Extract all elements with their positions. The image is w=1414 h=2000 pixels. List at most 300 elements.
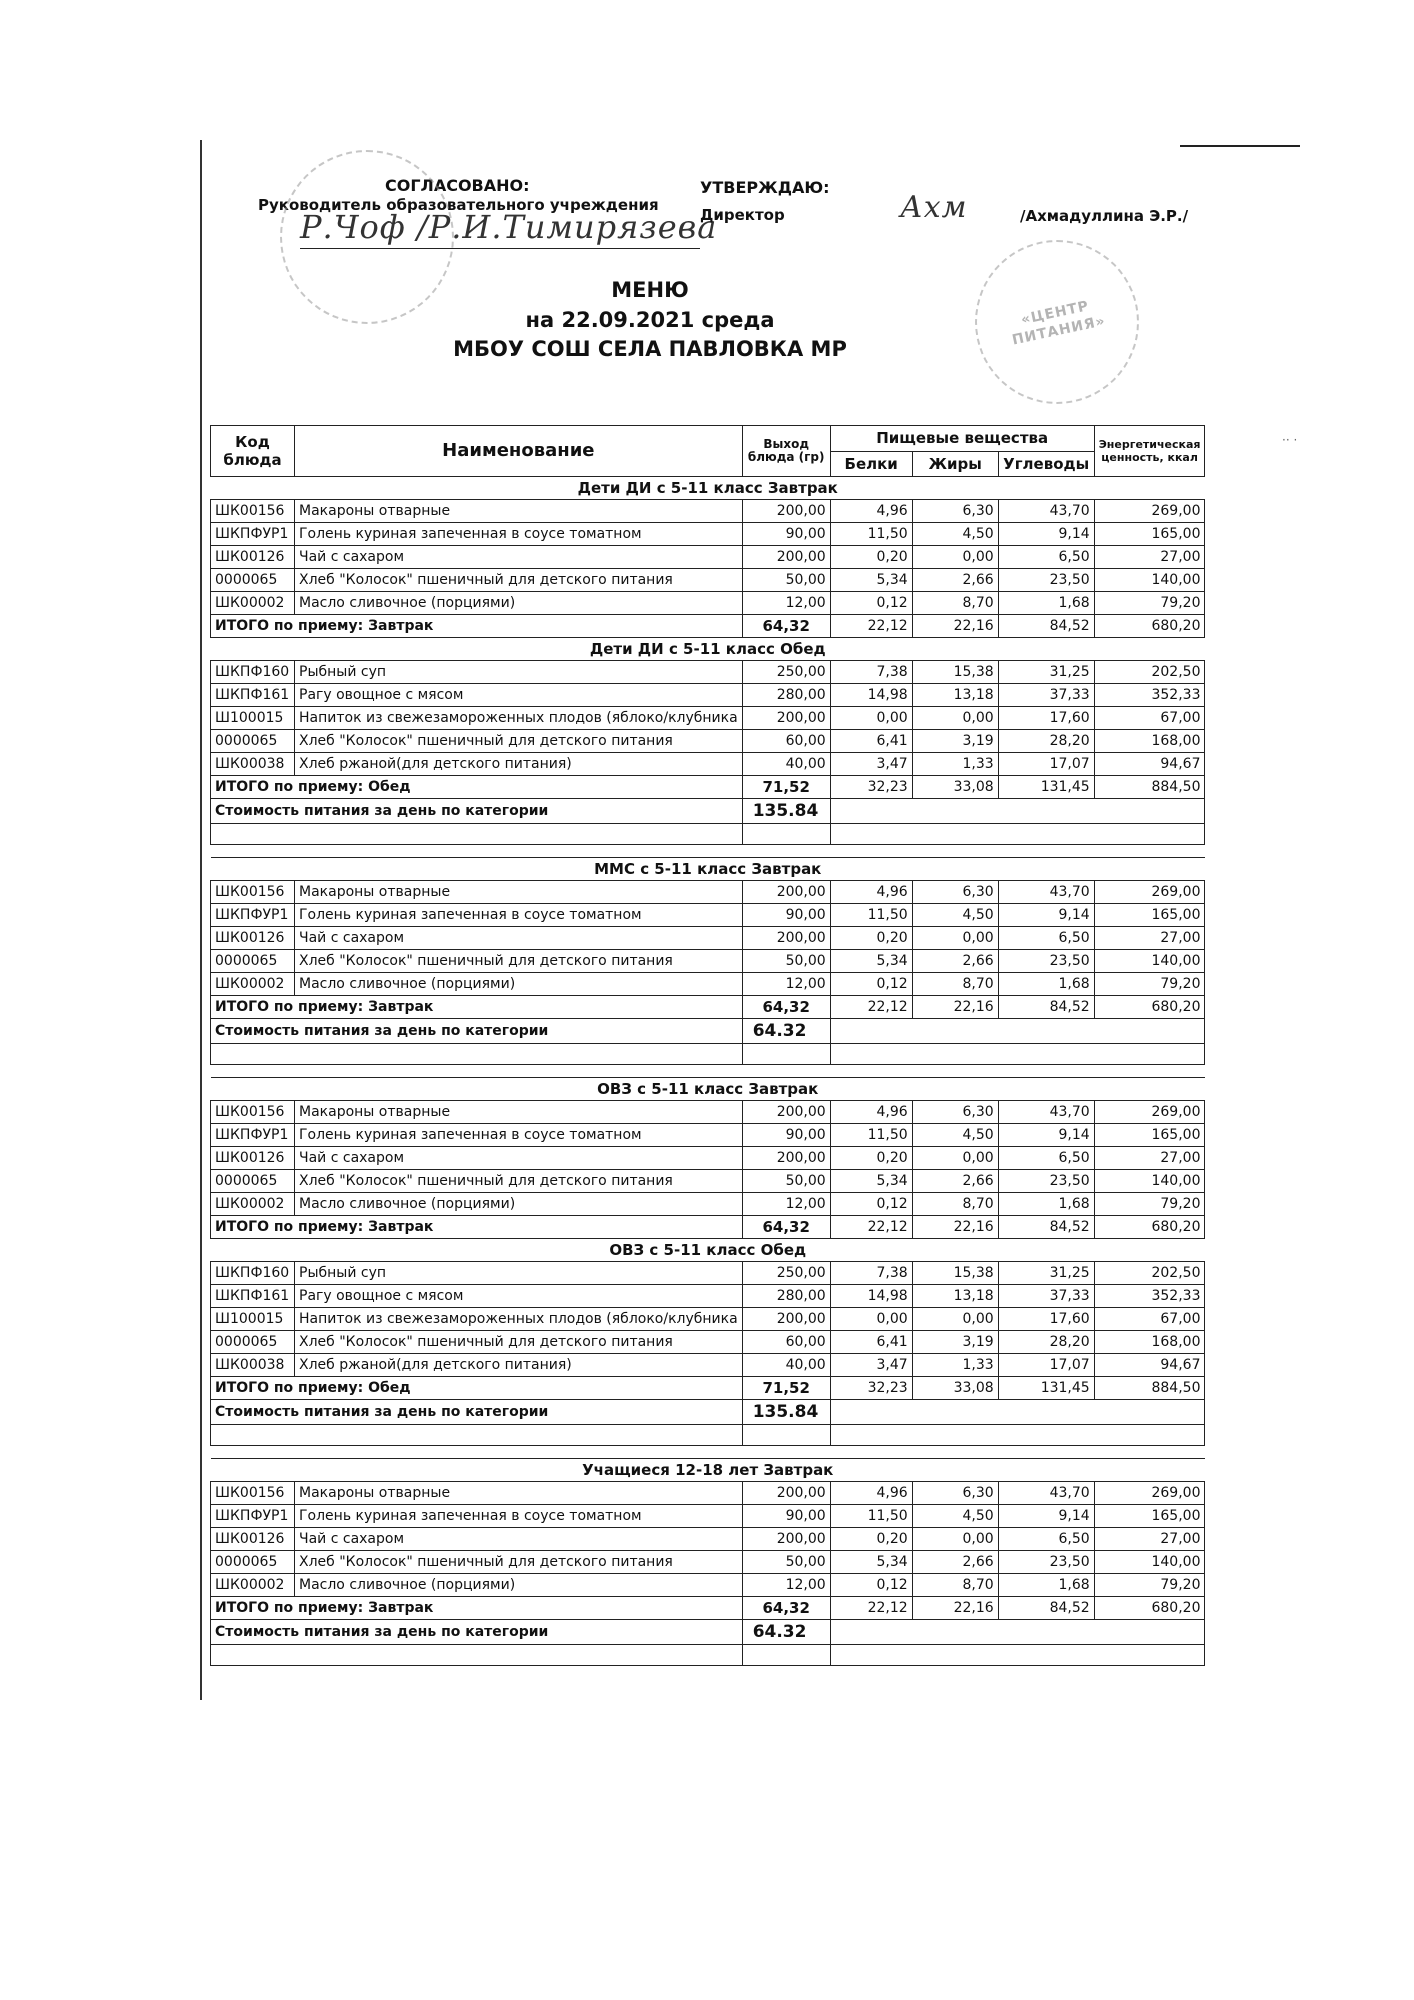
energy-cell: 269,00 bbox=[1094, 881, 1205, 904]
proteins-cell: 14,98 bbox=[830, 684, 912, 707]
name-cell: Чай с сахаром bbox=[295, 1528, 743, 1551]
energy-cell: 352,33 bbox=[1094, 684, 1205, 707]
cost-value: 64.32 bbox=[742, 1019, 830, 1044]
carbs-cell: 37,33 bbox=[998, 1285, 1094, 1308]
blank-row bbox=[211, 1044, 1205, 1065]
table-row bbox=[211, 1331, 1205, 1354]
total-yield: 64,32 bbox=[742, 1216, 830, 1239]
table-row bbox=[211, 500, 1205, 523]
energy-cell: 140,00 bbox=[1094, 569, 1205, 592]
code-cell: ШК00156 bbox=[211, 500, 295, 523]
name-cell: Масло сливочное (порциями) bbox=[295, 592, 743, 615]
total-proteins: 22,12 bbox=[830, 996, 912, 1019]
table-row bbox=[211, 904, 1205, 927]
code-cell: ШК00156 bbox=[211, 1482, 295, 1505]
code-cell: ШК00038 bbox=[211, 1354, 295, 1377]
table-row bbox=[211, 1124, 1205, 1147]
agreed-label: СОГЛАСОВАНО: bbox=[385, 176, 530, 195]
total-yield: 64,32 bbox=[742, 615, 830, 638]
blank-cell bbox=[830, 1645, 1205, 1666]
fats-cell: 6,30 bbox=[912, 1101, 998, 1124]
menu-date: на 22.09.2021 среда bbox=[525, 308, 775, 332]
name-cell: Хлеб "Колосок" пшеничный для детского питания bbox=[295, 1170, 743, 1193]
section-title-row bbox=[211, 1459, 1205, 1482]
blank-row bbox=[211, 1645, 1205, 1666]
section-title-row bbox=[211, 477, 1205, 500]
name-cell: Макароны отварные bbox=[295, 881, 743, 904]
header-carbs: Углеводы bbox=[998, 451, 1094, 477]
yield-cell: 200,00 bbox=[742, 927, 830, 950]
name-cell: Рагу овощное с мясом bbox=[295, 1285, 743, 1308]
carbs-cell: 6,50 bbox=[998, 1528, 1094, 1551]
total-energy: 884,50 bbox=[1094, 776, 1205, 799]
yield-cell: 50,00 bbox=[742, 1551, 830, 1574]
stamp-text: «ЦЕНТР ПИТАНИЯ» bbox=[1010, 298, 1108, 349]
header-fats: Жиры bbox=[912, 451, 998, 477]
table-row bbox=[211, 1285, 1205, 1308]
blank-cell bbox=[211, 1044, 743, 1065]
proteins-cell: 5,34 bbox=[830, 950, 912, 973]
total-carbs: 84,52 bbox=[998, 1216, 1094, 1239]
total-row bbox=[211, 996, 1205, 1019]
yield-cell: 12,00 bbox=[742, 1193, 830, 1216]
proteins-cell: 0,20 bbox=[830, 546, 912, 569]
code-cell: ШК00002 bbox=[211, 973, 295, 996]
code-cell: 0000065 bbox=[211, 950, 295, 973]
fats-cell: 6,30 bbox=[912, 500, 998, 523]
approve-label: УТВЕРЖДАЮ: bbox=[700, 178, 830, 197]
name-cell: Хлеб "Колосок" пшеничный для детского питания bbox=[295, 569, 743, 592]
name-cell: Хлеб "Колосок" пшеничный для детского питания bbox=[295, 1551, 743, 1574]
name-cell: Рагу овощное с мясом bbox=[295, 684, 743, 707]
carbs-cell: 23,50 bbox=[998, 950, 1094, 973]
cost-row bbox=[211, 1019, 1205, 1044]
energy-cell: 94,67 bbox=[1094, 1354, 1205, 1377]
carbs-cell: 43,70 bbox=[998, 1482, 1094, 1505]
name-cell: Масло сливочное (порциями) bbox=[295, 1574, 743, 1597]
cost-label: Стоимость питания за день по категории bbox=[211, 1019, 743, 1044]
name-cell: Хлеб ржаной(для детского питания) bbox=[295, 1354, 743, 1377]
cost-label: Стоимость питания за день по категории bbox=[211, 799, 743, 824]
yield-cell: 90,00 bbox=[742, 904, 830, 927]
proteins-cell: 3,47 bbox=[830, 1354, 912, 1377]
code-cell: ШК00002 bbox=[211, 1193, 295, 1216]
cost-empty-cell bbox=[830, 1019, 1205, 1044]
section-gap bbox=[211, 845, 1205, 858]
name-cell: Рыбный суп bbox=[295, 1262, 743, 1285]
total-row bbox=[211, 776, 1205, 799]
energy-cell: 269,00 bbox=[1094, 1101, 1205, 1124]
section-title-row bbox=[211, 1078, 1205, 1101]
yield-cell: 200,00 bbox=[742, 1308, 830, 1331]
proteins-cell: 4,96 bbox=[830, 881, 912, 904]
table-row bbox=[211, 684, 1205, 707]
gap-cell bbox=[211, 1065, 1205, 1078]
code-cell: ШКПФУР1 bbox=[211, 1124, 295, 1147]
section-title: ОВЗ с 5-11 класс Обед bbox=[211, 1239, 1205, 1262]
yield-cell: 200,00 bbox=[742, 1482, 830, 1505]
fats-cell: 4,50 bbox=[912, 1505, 998, 1528]
name-cell: Напиток из свежезамороженных плодов (яблоко/клубника bbox=[295, 707, 743, 730]
cost-empty-cell bbox=[830, 799, 1205, 824]
gap-cell bbox=[211, 1446, 1205, 1459]
table-row bbox=[211, 592, 1205, 615]
blank-cell bbox=[830, 1425, 1205, 1446]
name-cell: Макароны отварные bbox=[295, 1101, 743, 1124]
yield-cell: 60,00 bbox=[742, 1331, 830, 1354]
fats-cell: 8,70 bbox=[912, 1193, 998, 1216]
total-fats: 33,08 bbox=[912, 776, 998, 799]
school-name: МБОУ СОШ СЕЛА ПАВЛОВКА МР bbox=[453, 337, 847, 361]
code-cell: ШКПФ160 bbox=[211, 1262, 295, 1285]
cost-label: Стоимость питания за день по категории bbox=[211, 1400, 743, 1425]
cost-value: 135.84 bbox=[742, 799, 830, 824]
proteins-cell: 0,12 bbox=[830, 1574, 912, 1597]
total-row bbox=[211, 615, 1205, 638]
director-signature: Ахм bbox=[900, 190, 968, 225]
fats-cell: 0,00 bbox=[912, 546, 998, 569]
yield-cell: 200,00 bbox=[742, 881, 830, 904]
fats-cell: 4,50 bbox=[912, 523, 998, 546]
name-cell: Чай с сахаром bbox=[295, 546, 743, 569]
table-row bbox=[211, 1147, 1205, 1170]
table-row bbox=[211, 1170, 1205, 1193]
code-cell: 0000065 bbox=[211, 569, 295, 592]
code-cell: 0000065 bbox=[211, 1331, 295, 1354]
name-cell: Макароны отварные bbox=[295, 500, 743, 523]
proteins-cell: 11,50 bbox=[830, 904, 912, 927]
yield-cell: 200,00 bbox=[742, 546, 830, 569]
page-edge-line bbox=[200, 140, 202, 1700]
proteins-cell: 0,20 bbox=[830, 1147, 912, 1170]
gap-cell bbox=[211, 845, 1205, 858]
yield-cell: 90,00 bbox=[742, 1124, 830, 1147]
top-rule bbox=[1180, 145, 1300, 147]
yield-cell: 250,00 bbox=[742, 1262, 830, 1285]
fats-cell: 6,30 bbox=[912, 1482, 998, 1505]
carbs-cell: 9,14 bbox=[998, 523, 1094, 546]
name-cell: Чай с сахаром bbox=[295, 1147, 743, 1170]
fats-cell: 8,70 bbox=[912, 592, 998, 615]
carbs-cell: 17,07 bbox=[998, 753, 1094, 776]
fats-cell: 3,19 bbox=[912, 1331, 998, 1354]
total-carbs: 84,52 bbox=[998, 996, 1094, 1019]
energy-cell: 168,00 bbox=[1094, 1331, 1205, 1354]
carbs-cell: 28,20 bbox=[998, 1331, 1094, 1354]
table-row bbox=[211, 569, 1205, 592]
header-energy: Энергетическая ценность, ккал bbox=[1094, 426, 1205, 477]
carbs-cell: 28,20 bbox=[998, 730, 1094, 753]
carbs-cell: 1,68 bbox=[998, 1574, 1094, 1597]
name-cell: Хлеб ржаной(для детского питания) bbox=[295, 753, 743, 776]
total-fats: 22,16 bbox=[912, 996, 998, 1019]
section-title: Дети ДИ с 5-11 класс Завтрак bbox=[211, 477, 1205, 500]
total-label: ИТОГО по приему: Завтрак bbox=[211, 1216, 743, 1239]
total-energy: 680,20 bbox=[1094, 1216, 1205, 1239]
yield-cell: 200,00 bbox=[742, 707, 830, 730]
energy-cell: 140,00 bbox=[1094, 950, 1205, 973]
table-row bbox=[211, 927, 1205, 950]
total-carbs: 131,45 bbox=[998, 1377, 1094, 1400]
yield-cell: 90,00 bbox=[742, 523, 830, 546]
total-carbs: 84,52 bbox=[998, 1597, 1094, 1620]
energy-cell: 202,50 bbox=[1094, 1262, 1205, 1285]
yield-cell: 200,00 bbox=[742, 1528, 830, 1551]
section-title-row bbox=[211, 1239, 1205, 1262]
total-yield: 71,52 bbox=[742, 1377, 830, 1400]
carbs-cell: 6,50 bbox=[998, 1147, 1094, 1170]
code-cell: Ш100015 bbox=[211, 707, 295, 730]
proteins-cell: 5,34 bbox=[830, 569, 912, 592]
energy-cell: 79,20 bbox=[1094, 973, 1205, 996]
carbs-cell: 43,70 bbox=[998, 1101, 1094, 1124]
proteins-cell: 0,20 bbox=[830, 927, 912, 950]
fats-cell: 2,66 bbox=[912, 569, 998, 592]
proteins-cell: 7,38 bbox=[830, 661, 912, 684]
total-energy: 884,50 bbox=[1094, 1377, 1205, 1400]
fats-cell: 2,66 bbox=[912, 950, 998, 973]
proteins-cell: 6,41 bbox=[830, 1331, 912, 1354]
code-cell: ШК00002 bbox=[211, 1574, 295, 1597]
energy-cell: 269,00 bbox=[1094, 500, 1205, 523]
table-row bbox=[211, 1262, 1205, 1285]
table-row bbox=[211, 950, 1205, 973]
blank-cell bbox=[830, 824, 1205, 845]
proteins-cell: 6,41 bbox=[830, 730, 912, 753]
blank-row bbox=[211, 1425, 1205, 1446]
name-cell: Масло сливочное (порциями) bbox=[295, 1193, 743, 1216]
fats-cell: 0,00 bbox=[912, 1147, 998, 1170]
table-row bbox=[211, 753, 1205, 776]
fats-cell: 6,30 bbox=[912, 881, 998, 904]
yield-cell: 40,00 bbox=[742, 753, 830, 776]
fats-cell: 0,00 bbox=[912, 927, 998, 950]
carbs-cell: 17,07 bbox=[998, 1354, 1094, 1377]
proteins-cell: 7,38 bbox=[830, 1262, 912, 1285]
table-header bbox=[211, 426, 1205, 477]
proteins-cell: 0,20 bbox=[830, 1528, 912, 1551]
energy-cell: 165,00 bbox=[1094, 904, 1205, 927]
proteins-cell: 5,34 bbox=[830, 1170, 912, 1193]
energy-cell: 27,00 bbox=[1094, 546, 1205, 569]
carbs-cell: 31,25 bbox=[998, 661, 1094, 684]
yield-cell: 50,00 bbox=[742, 1170, 830, 1193]
carbs-cell: 9,14 bbox=[998, 904, 1094, 927]
energy-cell: 140,00 bbox=[1094, 1551, 1205, 1574]
agreed-signature: Р.Чоф /Р.И.Тимирязева bbox=[300, 208, 718, 246]
blank-row bbox=[211, 824, 1205, 845]
carbs-cell: 23,50 bbox=[998, 569, 1094, 592]
code-cell: ШКПФ161 bbox=[211, 684, 295, 707]
carbs-cell: 37,33 bbox=[998, 684, 1094, 707]
cost-label: Стоимость питания за день по категории bbox=[211, 1620, 743, 1645]
yield-cell: 12,00 bbox=[742, 973, 830, 996]
fats-cell: 8,70 bbox=[912, 973, 998, 996]
cost-empty-cell bbox=[830, 1620, 1205, 1645]
total-row bbox=[211, 1597, 1205, 1620]
total-row bbox=[211, 1377, 1205, 1400]
code-cell: ШКПФУР1 bbox=[211, 904, 295, 927]
carbs-cell: 23,50 bbox=[998, 1551, 1094, 1574]
header-proteins: Белки bbox=[830, 451, 912, 477]
total-label: ИТОГО по приему: Обед bbox=[211, 776, 743, 799]
energy-cell: 79,20 bbox=[1094, 1193, 1205, 1216]
energy-cell: 27,00 bbox=[1094, 927, 1205, 950]
table-body bbox=[211, 477, 1205, 1679]
name-cell: Чай с сахаром bbox=[295, 927, 743, 950]
energy-cell: 67,00 bbox=[1094, 707, 1205, 730]
yield-cell: 40,00 bbox=[742, 1354, 830, 1377]
proteins-cell: 11,50 bbox=[830, 523, 912, 546]
carbs-cell: 1,68 bbox=[998, 973, 1094, 996]
fats-cell: 2,66 bbox=[912, 1551, 998, 1574]
fats-cell: 0,00 bbox=[912, 1528, 998, 1551]
energy-cell: 27,00 bbox=[1094, 1147, 1205, 1170]
table-row bbox=[211, 1308, 1205, 1331]
menu-title: МЕНЮ bbox=[611, 278, 689, 302]
proteins-cell: 0,12 bbox=[830, 973, 912, 996]
total-yield: 64,32 bbox=[742, 1597, 830, 1620]
margin-mark: ·· · bbox=[1282, 433, 1298, 447]
total-fats: 22,16 bbox=[912, 615, 998, 638]
proteins-cell: 0,12 bbox=[830, 592, 912, 615]
director-name: /Ахмадуллина Э.Р./ bbox=[1020, 207, 1189, 225]
section-gap bbox=[211, 1065, 1205, 1078]
name-cell: Напиток из свежезамороженных плодов (яблоко/клубника bbox=[295, 1308, 743, 1331]
section-title-row bbox=[211, 858, 1205, 881]
yield-cell: 12,00 bbox=[742, 1574, 830, 1597]
yield-cell: 250,00 bbox=[742, 661, 830, 684]
energy-cell: 79,20 bbox=[1094, 1574, 1205, 1597]
energy-cell: 27,00 bbox=[1094, 1528, 1205, 1551]
section-gap bbox=[211, 1666, 1205, 1679]
name-cell: Хлеб "Колосок" пшеничный для детского питания bbox=[295, 730, 743, 753]
gap-cell bbox=[211, 1666, 1205, 1679]
total-label: ИТОГО по приему: Обед bbox=[211, 1377, 743, 1400]
fats-cell: 2,66 bbox=[912, 1170, 998, 1193]
energy-cell: 168,00 bbox=[1094, 730, 1205, 753]
carbs-cell: 31,25 bbox=[998, 1262, 1094, 1285]
code-cell: ШК00126 bbox=[211, 927, 295, 950]
energy-cell: 67,00 bbox=[1094, 1308, 1205, 1331]
total-yield: 64,32 bbox=[742, 996, 830, 1019]
blank-cell bbox=[742, 1425, 830, 1446]
carbs-cell: 1,68 bbox=[998, 592, 1094, 615]
table-row bbox=[211, 1101, 1205, 1124]
code-cell: 0000065 bbox=[211, 1551, 295, 1574]
carbs-cell: 6,50 bbox=[998, 546, 1094, 569]
code-cell: Ш100015 bbox=[211, 1308, 295, 1331]
header-code: Код блюда bbox=[211, 426, 295, 477]
yield-cell: 50,00 bbox=[742, 950, 830, 973]
total-proteins: 22,12 bbox=[830, 1216, 912, 1239]
carbs-cell: 1,68 bbox=[998, 1193, 1094, 1216]
table-row bbox=[211, 707, 1205, 730]
table-row bbox=[211, 730, 1205, 753]
yield-cell: 280,00 bbox=[742, 684, 830, 707]
total-energy: 680,20 bbox=[1094, 1597, 1205, 1620]
code-cell: ШКПФ161 bbox=[211, 1285, 295, 1308]
yield-cell: 50,00 bbox=[742, 569, 830, 592]
total-fats: 22,16 bbox=[912, 1216, 998, 1239]
total-proteins: 32,23 bbox=[830, 1377, 912, 1400]
fats-cell: 8,70 bbox=[912, 1574, 998, 1597]
cost-value: 135.84 bbox=[742, 1400, 830, 1425]
fats-cell: 3,19 bbox=[912, 730, 998, 753]
total-label: ИТОГО по приему: Завтрак bbox=[211, 996, 743, 1019]
cost-row bbox=[211, 1620, 1205, 1645]
blank-cell bbox=[742, 1645, 830, 1666]
carbs-cell: 9,14 bbox=[998, 1505, 1094, 1528]
name-cell: Масло сливочное (порциями) bbox=[295, 973, 743, 996]
proteins-cell: 0,00 bbox=[830, 707, 912, 730]
energy-cell: 269,00 bbox=[1094, 1482, 1205, 1505]
name-cell: Голень куриная запеченная в соусе томатном bbox=[295, 523, 743, 546]
blank-cell bbox=[742, 1044, 830, 1065]
table-row bbox=[211, 546, 1205, 569]
table-row bbox=[211, 1574, 1205, 1597]
code-cell: ШК00126 bbox=[211, 1528, 295, 1551]
name-cell: Голень куриная запеченная в соусе томатном bbox=[295, 1505, 743, 1528]
section-title: Учащиеся 12-18 лет Завтрак bbox=[211, 1459, 1205, 1482]
cost-empty-cell bbox=[830, 1400, 1205, 1425]
section-title-row bbox=[211, 638, 1205, 661]
total-row bbox=[211, 1216, 1205, 1239]
proteins-cell: 0,12 bbox=[830, 1193, 912, 1216]
yield-cell: 90,00 bbox=[742, 1505, 830, 1528]
carbs-cell: 17,60 bbox=[998, 707, 1094, 730]
table-row bbox=[211, 881, 1205, 904]
name-cell: Макароны отварные bbox=[295, 1482, 743, 1505]
blank-cell bbox=[211, 824, 743, 845]
cost-row bbox=[211, 1400, 1205, 1425]
proteins-cell: 5,34 bbox=[830, 1551, 912, 1574]
code-cell: 0000065 bbox=[211, 1170, 295, 1193]
total-fats: 33,08 bbox=[912, 1377, 998, 1400]
energy-cell: 94,67 bbox=[1094, 753, 1205, 776]
proteins-cell: 3,47 bbox=[830, 753, 912, 776]
blank-cell bbox=[211, 1425, 743, 1446]
energy-cell: 165,00 bbox=[1094, 1505, 1205, 1528]
agreed-role: Руководитель образовательного учреждения bbox=[258, 196, 659, 214]
blank-cell bbox=[830, 1044, 1205, 1065]
table-row bbox=[211, 1528, 1205, 1551]
table-row bbox=[211, 1551, 1205, 1574]
yield-cell: 200,00 bbox=[742, 1147, 830, 1170]
total-fats: 22,16 bbox=[912, 1597, 998, 1620]
code-cell: ШКПФУР1 bbox=[211, 523, 295, 546]
blank-cell bbox=[211, 1645, 743, 1666]
table-row bbox=[211, 661, 1205, 684]
fats-cell: 15,38 bbox=[912, 1262, 998, 1285]
proteins-cell: 11,50 bbox=[830, 1124, 912, 1147]
code-cell: ШКПФУР1 bbox=[211, 1505, 295, 1528]
section-gap bbox=[211, 1446, 1205, 1459]
yield-cell: 200,00 bbox=[742, 500, 830, 523]
table-row bbox=[211, 1482, 1205, 1505]
total-proteins: 32,23 bbox=[830, 776, 912, 799]
total-carbs: 84,52 bbox=[998, 615, 1094, 638]
carbs-cell: 43,70 bbox=[998, 500, 1094, 523]
menu-table bbox=[210, 425, 1205, 1678]
cost-value: 64.32 bbox=[742, 1620, 830, 1645]
header-yield: Выход блюда (гр) bbox=[742, 426, 830, 477]
fats-cell: 13,18 bbox=[912, 684, 998, 707]
proteins-cell: 4,96 bbox=[830, 500, 912, 523]
fats-cell: 15,38 bbox=[912, 661, 998, 684]
carbs-cell: 23,50 bbox=[998, 1170, 1094, 1193]
yield-cell: 280,00 bbox=[742, 1285, 830, 1308]
